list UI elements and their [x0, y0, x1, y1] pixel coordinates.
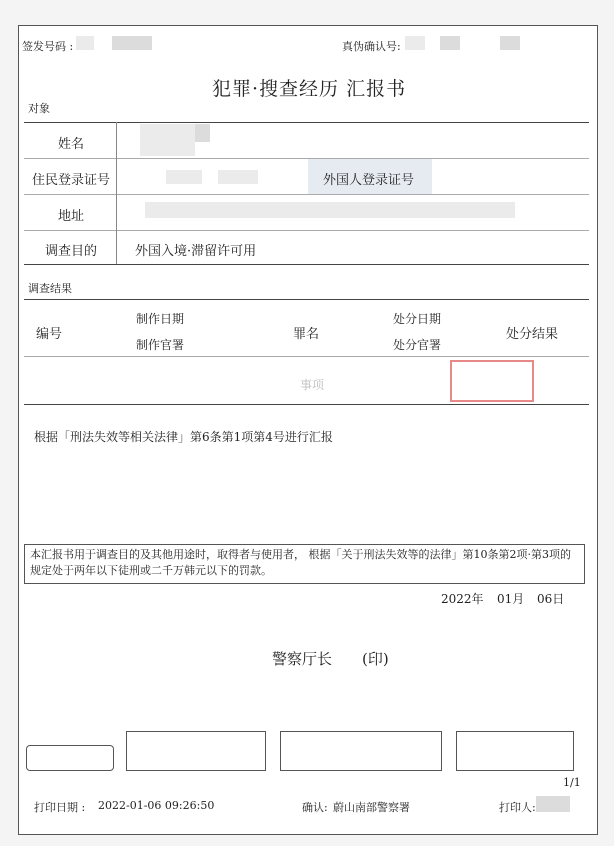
- date-month: 01月: [497, 592, 525, 606]
- signatory: 警察厅长: [272, 650, 333, 668]
- verify-no-redacted: [405, 36, 425, 50]
- col-penalty-date: 处分日期: [393, 312, 442, 326]
- address-label: 地址: [58, 209, 85, 224]
- blank-box: [126, 731, 266, 771]
- subject-section-label: 对象: [28, 102, 50, 115]
- receipt-stamp: [450, 360, 534, 402]
- purpose-label: 调查目的: [45, 244, 98, 259]
- legal-basis-text: 根据「刑法失效等相关法律」第6条第1项第4号进行汇报: [34, 430, 333, 444]
- col-no: 编号: [36, 327, 63, 342]
- issue-no-label: 签发号码 :: [22, 40, 74, 53]
- name-label: 姓名: [58, 137, 85, 152]
- address-redacted: [145, 202, 515, 218]
- blank-box: [26, 745, 114, 771]
- confirm-value: 蔚山南部警察署: [333, 801, 410, 814]
- blank-box: [280, 731, 442, 771]
- printer-redacted: [536, 796, 570, 812]
- confirm-label: 确认:: [302, 801, 328, 814]
- empty-row-text: 事项: [300, 378, 325, 392]
- printer-label: 打印人:: [499, 801, 536, 814]
- table-line: [24, 158, 589, 159]
- print-date-value: 2022-01-06 09:26:50: [98, 799, 215, 812]
- print-date-label: 打印日期 :: [34, 801, 86, 814]
- table-line: [24, 299, 589, 300]
- results-section-label: 调查结果: [28, 282, 72, 295]
- resident-id-redacted-2: [218, 170, 258, 184]
- col-penalty-result: 处分结果: [506, 327, 559, 342]
- name-redacted: [140, 124, 195, 156]
- usage-notice: 本汇报书用于调查目的及其他用途时，取得者与使用者， 根据「关于刑法失效等的法律」第10条第2项·第3项的规定处于两年以下徒刑或二千万韩元以下的罚款。: [24, 544, 585, 584]
- verify-no-redacted-3: [500, 36, 520, 50]
- col-penalty-office: 处分官署: [393, 338, 442, 352]
- blank-box: [456, 731, 574, 771]
- seal-mark: (印): [362, 650, 389, 668]
- agency-watermark: [130, 350, 460, 420]
- document-title: 犯罪·搜查经历 汇报书: [212, 78, 407, 100]
- table-line: [24, 194, 589, 195]
- table-line: [24, 122, 589, 123]
- table-line: [116, 122, 117, 264]
- foreigner-id-label: 外国人登录证号: [323, 173, 415, 188]
- resident-id-label: 住民登录证号: [32, 173, 111, 188]
- col-made-date: 制作日期: [136, 312, 185, 326]
- verify-no-label: 真伪确认号:: [342, 40, 401, 53]
- date-year: 2022年: [441, 592, 484, 606]
- table-line: [24, 230, 589, 231]
- resident-id-redacted: [166, 170, 202, 184]
- verify-no-redacted-2: [440, 36, 460, 50]
- table-line: [24, 264, 589, 265]
- name-redacted-2: [195, 124, 210, 142]
- col-crime: 罪名: [293, 327, 320, 342]
- date-day: 06日: [537, 592, 565, 606]
- col-made-office: 制作官署: [136, 338, 185, 352]
- issue-no-redacted: [76, 36, 94, 50]
- purpose-value: 外国入境·滞留许可用: [135, 244, 257, 259]
- issue-no-redacted-2: [112, 36, 152, 50]
- page-indicator: 1/1: [563, 776, 581, 789]
